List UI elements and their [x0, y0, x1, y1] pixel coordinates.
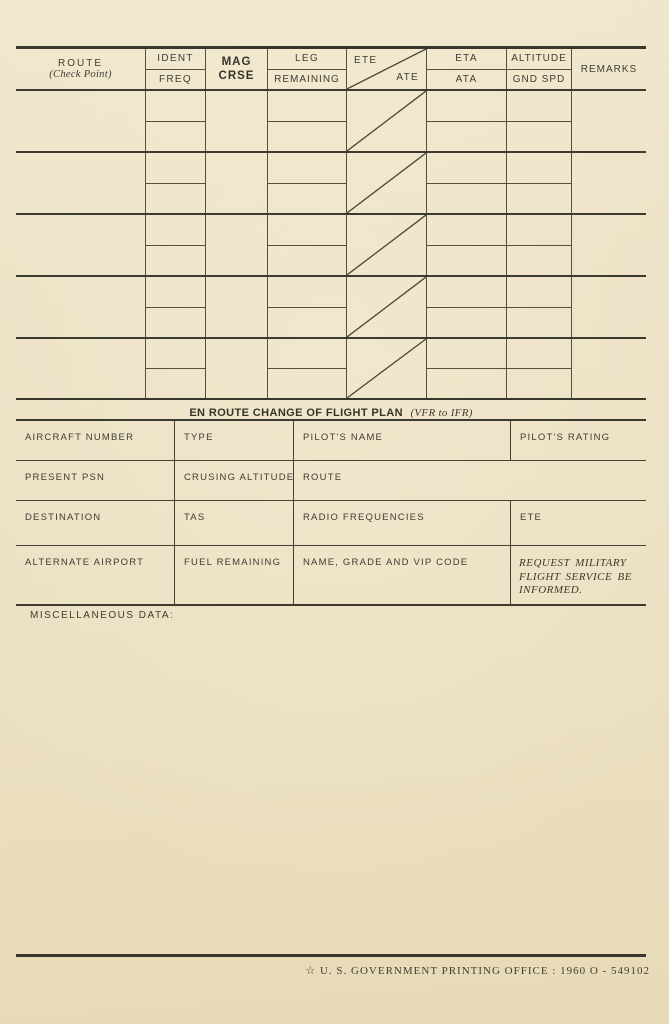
ete-ate-entry-cell [346, 215, 426, 275]
remarks-entry-cell [571, 153, 646, 213]
alternate-airport-label: ALTERNATE AIRPORT [25, 557, 145, 568]
tas-label: TAS [184, 512, 206, 523]
altitude-gndspd-entry-cell [506, 91, 571, 151]
ete-ate-entry-cell [346, 91, 426, 151]
request-note-cell [510, 546, 646, 604]
present-psn-label: PRESENT PSN [25, 472, 106, 483]
leg-header-label: LEG [295, 53, 319, 65]
ete-ate-entry-cell [346, 277, 426, 337]
leg-remaining-entry-cell [267, 277, 346, 337]
route-table-row [16, 91, 646, 153]
eta-ata-entry-cell [426, 215, 506, 275]
header-cell-ete-ate [346, 49, 426, 89]
header-cell-leg-remaining [267, 49, 346, 89]
route-label: ROUTE [303, 472, 343, 483]
ata-header-label: ATA [455, 73, 478, 85]
header-cell-remarks [571, 49, 646, 89]
alternate-airport-field [16, 546, 174, 604]
radio-frequencies-label: RADIO FREQUENCIES [303, 512, 425, 523]
eta-ata-entry-cell [426, 339, 506, 398]
altitude-header-label: ALTITUDE [511, 53, 567, 65]
flight-plan-row-3 [16, 501, 646, 546]
altitude-gndspd-entry-cell [506, 153, 571, 213]
route-table-row [16, 215, 646, 277]
header-cell-route [16, 49, 145, 89]
checkpoint-entry-cell [16, 153, 145, 213]
pilots-name-field [293, 421, 510, 460]
checkpoint-entry-cell [16, 339, 145, 398]
eta-ata-entry-cell [426, 153, 506, 213]
fuel-remaining-field [174, 546, 293, 604]
remarks-entry-cell [571, 91, 646, 151]
section-title-text: EN ROUTE CHANGE OF FLIGHT PLAN [189, 407, 403, 419]
mag-crse-entry-cell [205, 153, 267, 213]
route-table-row [16, 339, 646, 398]
leg-remaining-entry-cell [267, 215, 346, 275]
name-grade-vip-field [293, 546, 510, 604]
ident-freq-entry-cell [145, 91, 205, 151]
diagonal-divider [347, 215, 426, 275]
gpo-imprint: ☆ U. S. GOVERNMENT PRINTING OFFICE : 1960 O - 549102 [305, 965, 650, 977]
checkpoint-entry-cell [16, 91, 145, 151]
flight-plan-row-1 [16, 421, 646, 461]
ate-header-label: ATE [396, 72, 419, 83]
ident-freq-entry-cell [145, 339, 205, 398]
remarks-entry-cell [571, 215, 646, 275]
diagonal-divider [347, 153, 426, 213]
altitude-gndspd-entry-cell [506, 215, 571, 275]
checkpoint-entry-cell [16, 277, 145, 337]
type-label: TYPE [184, 432, 214, 443]
radio-frequencies-field [293, 501, 510, 545]
type-field [174, 421, 293, 460]
altitude-gndspd-entry-cell [506, 339, 571, 398]
ete-label: ETE [520, 512, 543, 523]
aircraft-number-field [16, 421, 174, 460]
header-cell-eta-ata [426, 49, 506, 89]
header-cell-mag-crse [205, 49, 267, 89]
name-grade-vip-label: NAME, GRADE AND VIP CODE [303, 557, 469, 568]
crusing-altitude-label: CRUSING ALTITUDE [184, 472, 295, 483]
flight-plan-change-table [16, 419, 646, 606]
ident-freq-entry-cell [145, 277, 205, 337]
ident-header-label: IDENT [157, 53, 194, 65]
route-table-row [16, 153, 646, 215]
request-note-line: REQUEST MILITARY [519, 557, 627, 569]
eta-ata-entry-cell [426, 91, 506, 151]
request-note-line: FLIGHT SERVICE BE [519, 570, 632, 583]
checkpoint-entry-cell [16, 215, 145, 275]
pilots-name-label: PILOT'S NAME [303, 432, 384, 443]
ident-freq-entry-cell [145, 215, 205, 275]
fuel-remaining-label: FUEL REMAINING [184, 557, 282, 568]
route-field [293, 461, 646, 500]
miscellaneous-data-label: MISCELLANEOUS DATA: [30, 610, 175, 621]
ete-ate-entry-cell [346, 339, 426, 398]
footer-rule [16, 954, 646, 957]
crusing-altitude-field [174, 461, 293, 500]
diagonal-divider [347, 277, 426, 337]
ete-field [510, 501, 646, 545]
eta-ata-entry-cell [426, 277, 506, 337]
mag-crse-entry-cell [205, 215, 267, 275]
leg-remaining-entry-cell [267, 91, 346, 151]
flight-plan-row-4 [16, 546, 646, 604]
route-log-table [16, 46, 646, 400]
route-header-label: ROUTE [58, 58, 103, 69]
mag-crse-entry-cell [205, 339, 267, 398]
flight-plan-row-2 [16, 461, 646, 501]
diagonal-divider [347, 339, 426, 398]
freq-header-label: FREQ [159, 73, 192, 85]
ident-freq-entry-cell [145, 153, 205, 213]
route-table-row [16, 277, 646, 339]
pilots-rating-label: PILOT'S RATING [520, 432, 611, 443]
eta-header-label: ETA [455, 53, 478, 65]
leg-remaining-entry-cell [267, 153, 346, 213]
ete-header-label: ETE [354, 55, 378, 66]
header-cell-altitude-gndspd [506, 49, 571, 89]
remarks-entry-cell [571, 277, 646, 337]
header-cell-ident-freq [145, 49, 205, 89]
altitude-gndspd-entry-cell [506, 277, 571, 337]
route-header-sublabel: (Check Point) [49, 69, 112, 80]
section-title-suffix: (VFR to IFR) [410, 407, 473, 419]
route-table-header-row [16, 49, 646, 91]
crse-header-label: CRSE [218, 70, 255, 82]
pilots-rating-field [510, 421, 646, 460]
present-psn-field [16, 461, 174, 500]
mag-header-label: MAG [221, 56, 252, 68]
request-note-line: INFORMED. [519, 584, 583, 596]
destination-field [16, 501, 174, 545]
remarks-entry-cell [571, 339, 646, 398]
tas-field [174, 501, 293, 545]
mag-crse-entry-cell [205, 91, 267, 151]
gnd-spd-header-label: GND SPD [512, 73, 566, 85]
leg-remaining-entry-cell [267, 339, 346, 398]
destination-label: DESTINATION [25, 512, 102, 523]
diagonal-divider [347, 91, 426, 151]
ete-ate-entry-cell [346, 153, 426, 213]
remarks-header-label: REMARKS [580, 63, 638, 75]
mag-crse-entry-cell [205, 277, 267, 337]
aircraft-number-label: AIRCRAFT NUMBER [25, 432, 135, 443]
remaining-header-label: REMAINING [274, 73, 340, 85]
